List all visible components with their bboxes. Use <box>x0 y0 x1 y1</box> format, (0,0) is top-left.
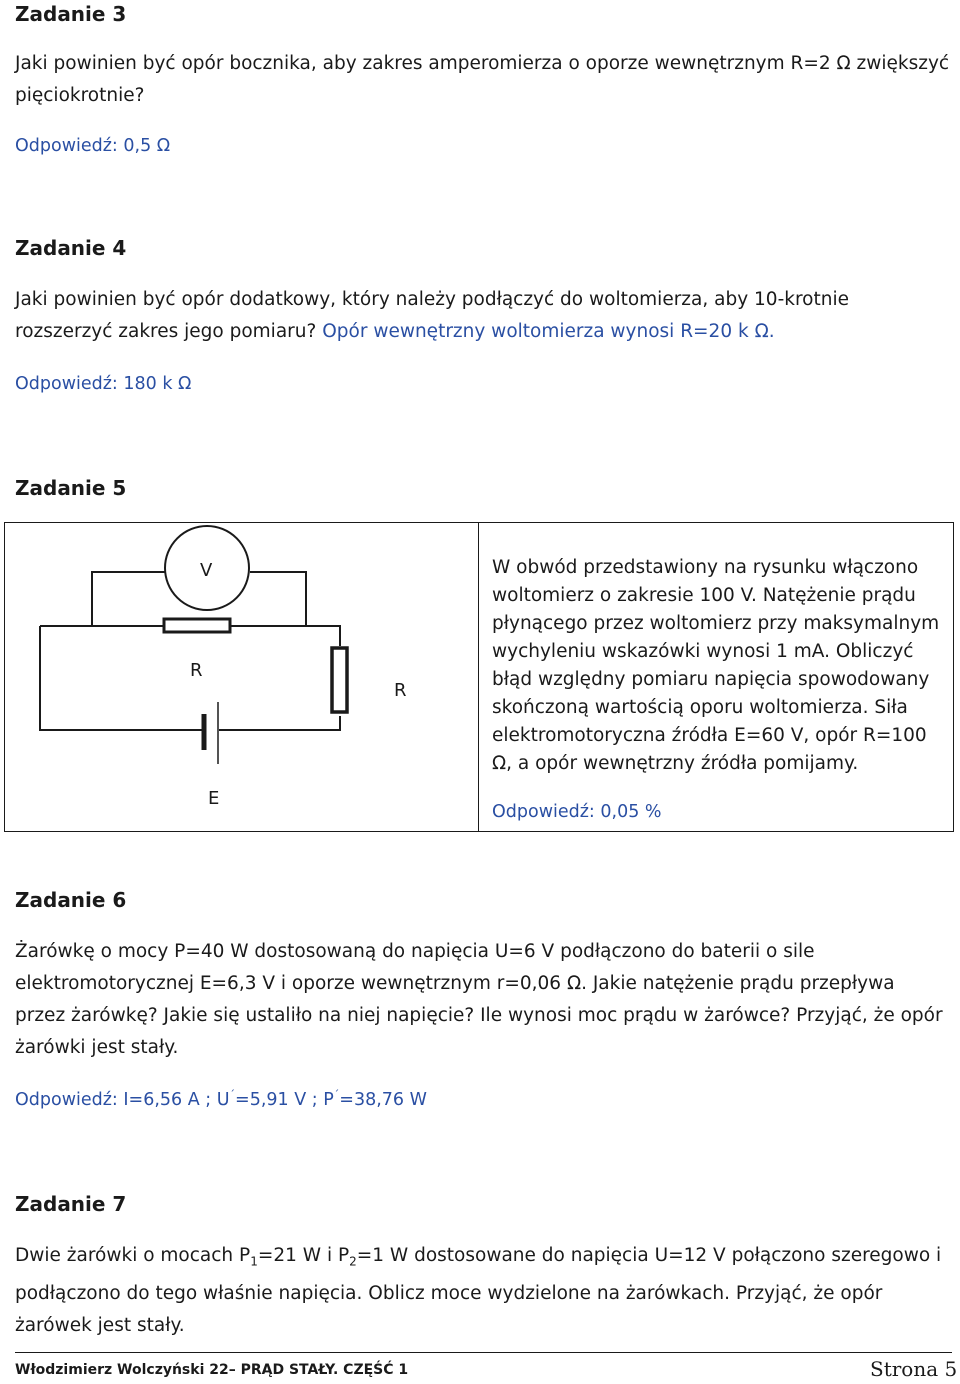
task-7-text <box>15 1240 950 1342</box>
task-5-answer: Odpowiedź: 0,05 % <box>492 802 662 822</box>
resistor2-label: R <box>394 680 407 701</box>
circuit-diagram <box>6 524 476 830</box>
task-7-text-part: =1 W dostosowane do napięcia U=12 V połączono szeregowo i podłączono do tego właśnie napięcia. Oblicz moce wydzielone na żarówkach. Przyjąć, że opór żarówek jest stały. <box>15 1245 942 1336</box>
task-3-title: Zadanie 3 <box>15 2 127 26</box>
task-4-answer: Odpowiedź: 180 k Ω <box>15 374 192 394</box>
wire-voltmeter-left <box>92 572 166 626</box>
task-4-text-highlight: Opór wewnętrzny woltomierza wynosi R=20 k Ω. <box>322 321 775 342</box>
task-6-answer <box>15 1088 427 1110</box>
page-number: Strona 5 <box>870 1357 958 1381</box>
footer-rule <box>15 1352 952 1353</box>
task-4-text-main: Jaki powinien być opór dodatkowy, który należy podłączyć do woltomierza, aby 10-krotnie rozszerzyć zakres jego pomiaru? <box>15 289 849 342</box>
resistor1-label: R <box>190 660 203 681</box>
resistor-vertical-icon <box>332 648 347 712</box>
task-5-text: W obwód przedstawiony na rysunku włączono woltomierz o zakresie 100 V. Natężenie prądu płynącego przez woltomierz przy maksymalnym wychyleniu wskazówki wynosi 1 mA. Obliczyć błąd względny pomiaru napięcia spowodowany skończoną wartością oporu woltomierza. Siła elektromotoryczna źródła E=60 V, opór R=100 Ω, a opór wewnętrzny źródła pomijamy. <box>492 557 940 774</box>
wire-voltmeter-right <box>250 572 306 626</box>
voltmeter-label: V <box>200 560 213 581</box>
task-4-text <box>15 284 950 348</box>
wire-left-bottom <box>40 626 202 730</box>
prime-mark: ´ <box>229 1088 236 1101</box>
task-6-answer-current: Odpowiedź: I=6,56 A ; U <box>15 1089 230 1110</box>
task-4-title: Zadanie 4 <box>15 236 127 260</box>
subscript-1: 1 <box>250 1254 258 1269</box>
task-7-title: Zadanie 7 <box>15 1192 127 1216</box>
source-label: E <box>208 788 220 809</box>
task-7-text-part: Dwie żarówki o mocach P <box>15 1245 251 1266</box>
task-6-answer-power: =38,76 W <box>339 1089 427 1110</box>
task-3-text: Jaki powinien być opór bocznika, aby zakres amperomierza o oporze wewnętrznym R=2 Ω zwiększyć pięciokrotnie? <box>15 53 950 106</box>
footer-author: Włodzimierz Wolczyński 22– PRĄD STAŁY. CZĘŚĆ 1 <box>15 1362 409 1378</box>
task-5-table-divider <box>478 522 479 832</box>
task-7-text-part: =21 W i P <box>257 1245 350 1266</box>
task-3-answer: Odpowiedź: 0,5 Ω <box>15 136 171 156</box>
task-6-text: Żarówkę o mocy P=40 W dostosowaną do napięcia U=6 V podłączono do baterii o sile elektromotorycznej E=6,3 V i oporze wewnętrznym r=0,06 Ω. Jakie natężenie prądu przepływa przez żarówkę? Jakie się ustaliło na niej napięcie? Ile wynosi moc prądu w żarówce? Przyjąć, że opór żarówki jest stały. <box>15 941 943 1058</box>
task-6-title: Zadanie 6 <box>15 888 127 912</box>
wire-bottom-right <box>219 716 340 730</box>
subscript-2: 2 <box>349 1254 357 1269</box>
prime-mark: ´ <box>333 1088 340 1101</box>
task-5-title: Zadanie 5 <box>15 476 127 500</box>
resistor-horizontal-icon <box>164 619 230 632</box>
task-6-answer-voltage: =5,91 V ; P <box>235 1089 334 1110</box>
